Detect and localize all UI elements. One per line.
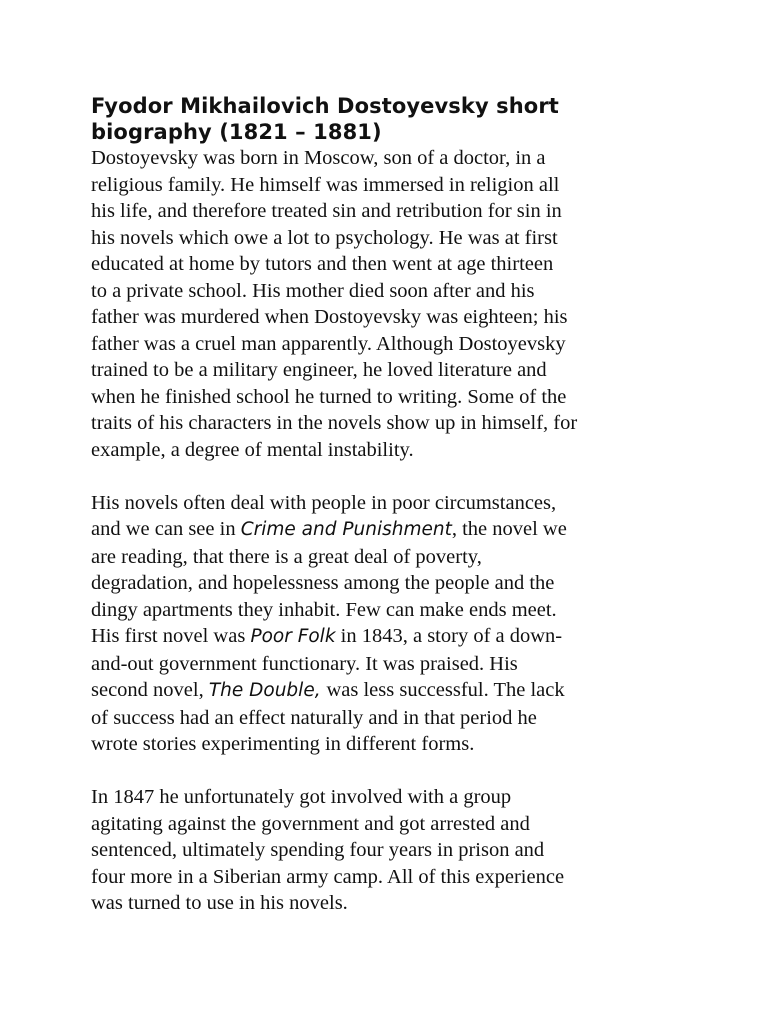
document-title: [91, 93, 691, 145]
p1-line: when he finished school he turned to writing. Some of the: [91, 385, 567, 408]
paragraph-1: [91, 145, 691, 463]
p1-line: traits of his characters in the novels show up in himself, for: [91, 412, 578, 434]
p1-line: father was a cruel man apparently. Although Dostoyevsky: [91, 332, 566, 355]
p3-line: In 1847 he unfortunately got involved with a group: [91, 786, 512, 808]
p2-line: [91, 516, 691, 544]
p3-line: was turned to use in his novels.: [91, 892, 348, 914]
paragraph-gap: [91, 463, 691, 490]
p2-line: [91, 677, 691, 705]
p2-line: [91, 623, 691, 651]
p2-text: and we can see in: [91, 518, 241, 540]
p2-line: His novels often deal with people in poor circumstances,: [91, 491, 557, 514]
p1-line: religious family. He himself was immersed in religion all: [91, 173, 560, 196]
p3-line: agitating against the government and got arrested and: [91, 812, 530, 835]
p2-line: are reading, that there is a great deal of poverty,: [91, 545, 482, 568]
p2-text: second novel,: [91, 679, 209, 701]
p2-line: degradation, and hopelessness among the people and the: [91, 572, 555, 594]
p1-line: father was murdered when Dostoyevsky was eighteen; his: [91, 306, 568, 328]
book-title-poor-folk: Poor Folk: [250, 626, 336, 647]
p1-line: trained to be a military engineer, he loved literature and: [91, 359, 547, 381]
book-title-the-double: The Double,: [208, 680, 327, 701]
p3-line: four more in a Siberian army camp. All of this experience: [91, 865, 565, 888]
paragraph-2: [91, 490, 691, 758]
p1-line: his novels which owe a lot to psychology. He was at first: [91, 226, 558, 249]
p2-text: , the novel we: [451, 518, 567, 540]
p1-line: example, a degree of mental instability.: [91, 438, 414, 461]
p2-line: of success had an effect naturally and in that period he: [91, 706, 537, 729]
book-title-crime-and-punishment: Crime and Punishment: [240, 519, 452, 540]
p2-text: was less successful. The lack: [326, 679, 565, 701]
p2-text: in 1843, a story of a down-: [335, 625, 563, 647]
p1-line: to a private school. His mother died soon after and his: [91, 279, 535, 302]
p2-line: wrote stories experimenting in different forms.: [91, 733, 475, 755]
paragraph-gap: [91, 758, 691, 785]
paragraph-3: [91, 784, 691, 917]
document-page: [91, 93, 691, 917]
title-line-2: biography (1821 – 1881): [91, 120, 382, 144]
p2-line: and-out government functionary. It was praised. His: [91, 652, 518, 675]
p1-line: Dostoyevsky was born in Moscow, son of a doctor, in a: [91, 147, 546, 169]
p2-text: His first novel was: [91, 625, 251, 647]
p2-line: dingy apartments they inhabit. Few can make ends meet.: [91, 598, 557, 621]
p3-line: sentenced, ultimately spending four years in prison and: [91, 839, 545, 861]
p1-line: educated at home by tutors and then went at age thirteen: [91, 253, 554, 275]
p1-line: his life, and therefore treated sin and retribution for sin in: [91, 200, 562, 222]
title-line-1: Fyodor Mikhailovich Dostoyevsky short: [91, 94, 559, 118]
